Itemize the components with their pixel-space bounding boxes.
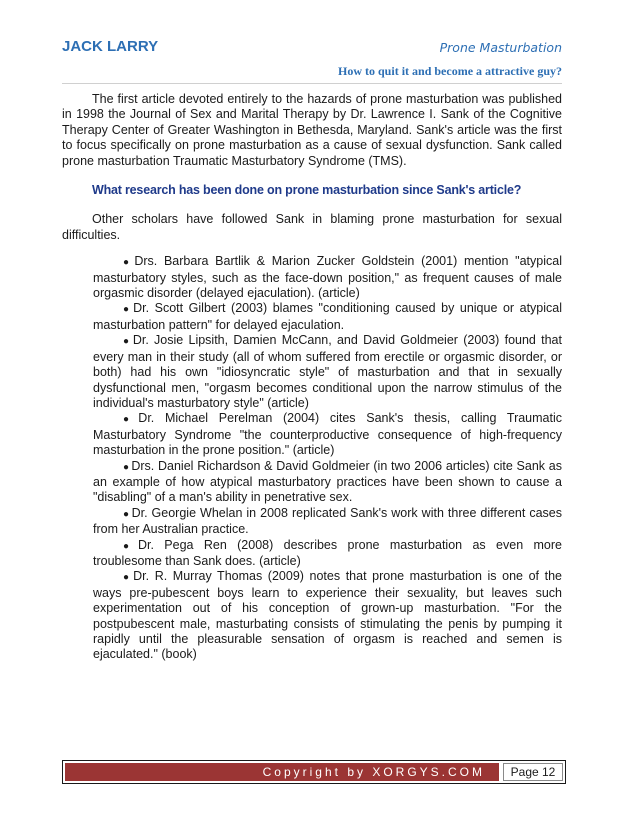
- list-item-text: Dr. R. Murray Thomas (2009) notes that prone masturbation is one of the ways pre-pubescent boys learn to experience their sexuality, but leaves such experimentation out of his conception of grown-up masturbation. "For the postpubescent male, masturbating consists of stimulating the penis by pumping it rapidly until the pleasurable sensation of orgasm is reached and semen is ejaculated." (book): [93, 569, 562, 662]
- list-item: [93, 569, 562, 662]
- list-item: [93, 411, 562, 458]
- list-item: [93, 301, 562, 333]
- bullet-icon: ●: [123, 304, 132, 316]
- intro-paragraph: The first article devoted entirely to the hazards of prone masturbation was published in 1998 the Journal of Sex and Marital Therapy by Dr. Lawrence I. Sank of the Cognitive Therapy Center of Greater Washington in Bethesda, Maryland. Sank's article was the first to focus specifically on prone masturbation as a cause of sexual dysfunction. Sank called prone masturbation Traumatic Masturbatory Syndrome (TMS).: [62, 92, 562, 168]
- bullet-icon: ●: [123, 508, 130, 520]
- page-footer: [62, 760, 566, 784]
- section-question: What research has been done on prone masturbation since Sank's article?: [92, 183, 522, 198]
- bullet-icon: ●: [123, 461, 130, 473]
- list-item-text: Dr. Scott Gilbert (2003) blames "conditioning caused by unique or atypical masturbation pattern" for delayed ejaculation.: [93, 301, 562, 332]
- bullet-icon: ●: [123, 572, 132, 584]
- list-item: [93, 333, 562, 411]
- list-item: [93, 506, 562, 538]
- followers-paragraph: Other scholars have followed Sank in blaming prone masturbation for sexual difficulties.: [62, 212, 562, 242]
- list-item-text: Dr. Pega Ren (2008) describes prone masturbation as even more troublesome than Sank does. (article): [93, 537, 562, 568]
- list-item: [93, 254, 562, 301]
- bullet-icon: ●: [123, 540, 136, 552]
- list-item: [93, 459, 562, 506]
- page-content: [62, 92, 562, 663]
- copyright-banner: Copyright by XORGYS.COM: [65, 763, 499, 781]
- header-divider: [62, 83, 562, 84]
- list-item-text: Dr. Georgie Whelan in 2008 replicated Sank's work with three different cases from her Australian practice.: [93, 505, 562, 537]
- bullet-icon: ●: [123, 414, 137, 426]
- list-item-text: Dr. Josie Lipsith, Damien McCann, and David Goldmeier (2003) found that every man in their study (all of whom suffered from erectile or orgasmic disorder, or both) had his own "idiosyncratic style" of masturbation and that in sexually dysfunctional men, "orgasm becomes conditional upon the narrow stimulus of the individual's masturbatory style" (article): [93, 333, 562, 410]
- list-item-text: Drs. Barbara Bartlik & Marion Zucker Goldstein (2001) mention "atypical masturbatory styles, such as the face-down position," as frequent causes of male orgasmic disorder (delayed ejaculation). (article): [93, 254, 562, 301]
- list-item-text: Drs. Daniel Richardson & David Goldmeier (in two 2006 articles) cite Sank as an example of how atypical masturbatory practices have been shown to cause a "disabling" of a man's ability in penetrative sex.: [93, 458, 562, 505]
- page-header: [62, 38, 562, 86]
- document-title: Prone Masturbation: [439, 40, 562, 55]
- research-list: [62, 254, 562, 663]
- bullet-icon: ●: [123, 336, 131, 348]
- document-tagline: How to quit it and become a attractive guy?: [338, 64, 562, 78]
- list-item: [93, 538, 562, 570]
- author-name: JACK LARRY: [62, 38, 159, 55]
- list-item-text: Dr. Michael Perelman (2004) cites Sank's thesis, calling Traumatic Masturbatory Syndrome "the counterproductive consequence of high-frequency masturbation in the prone position." (article): [93, 411, 562, 458]
- page-number: Page 12: [503, 763, 563, 781]
- bullet-icon: ●: [123, 257, 133, 269]
